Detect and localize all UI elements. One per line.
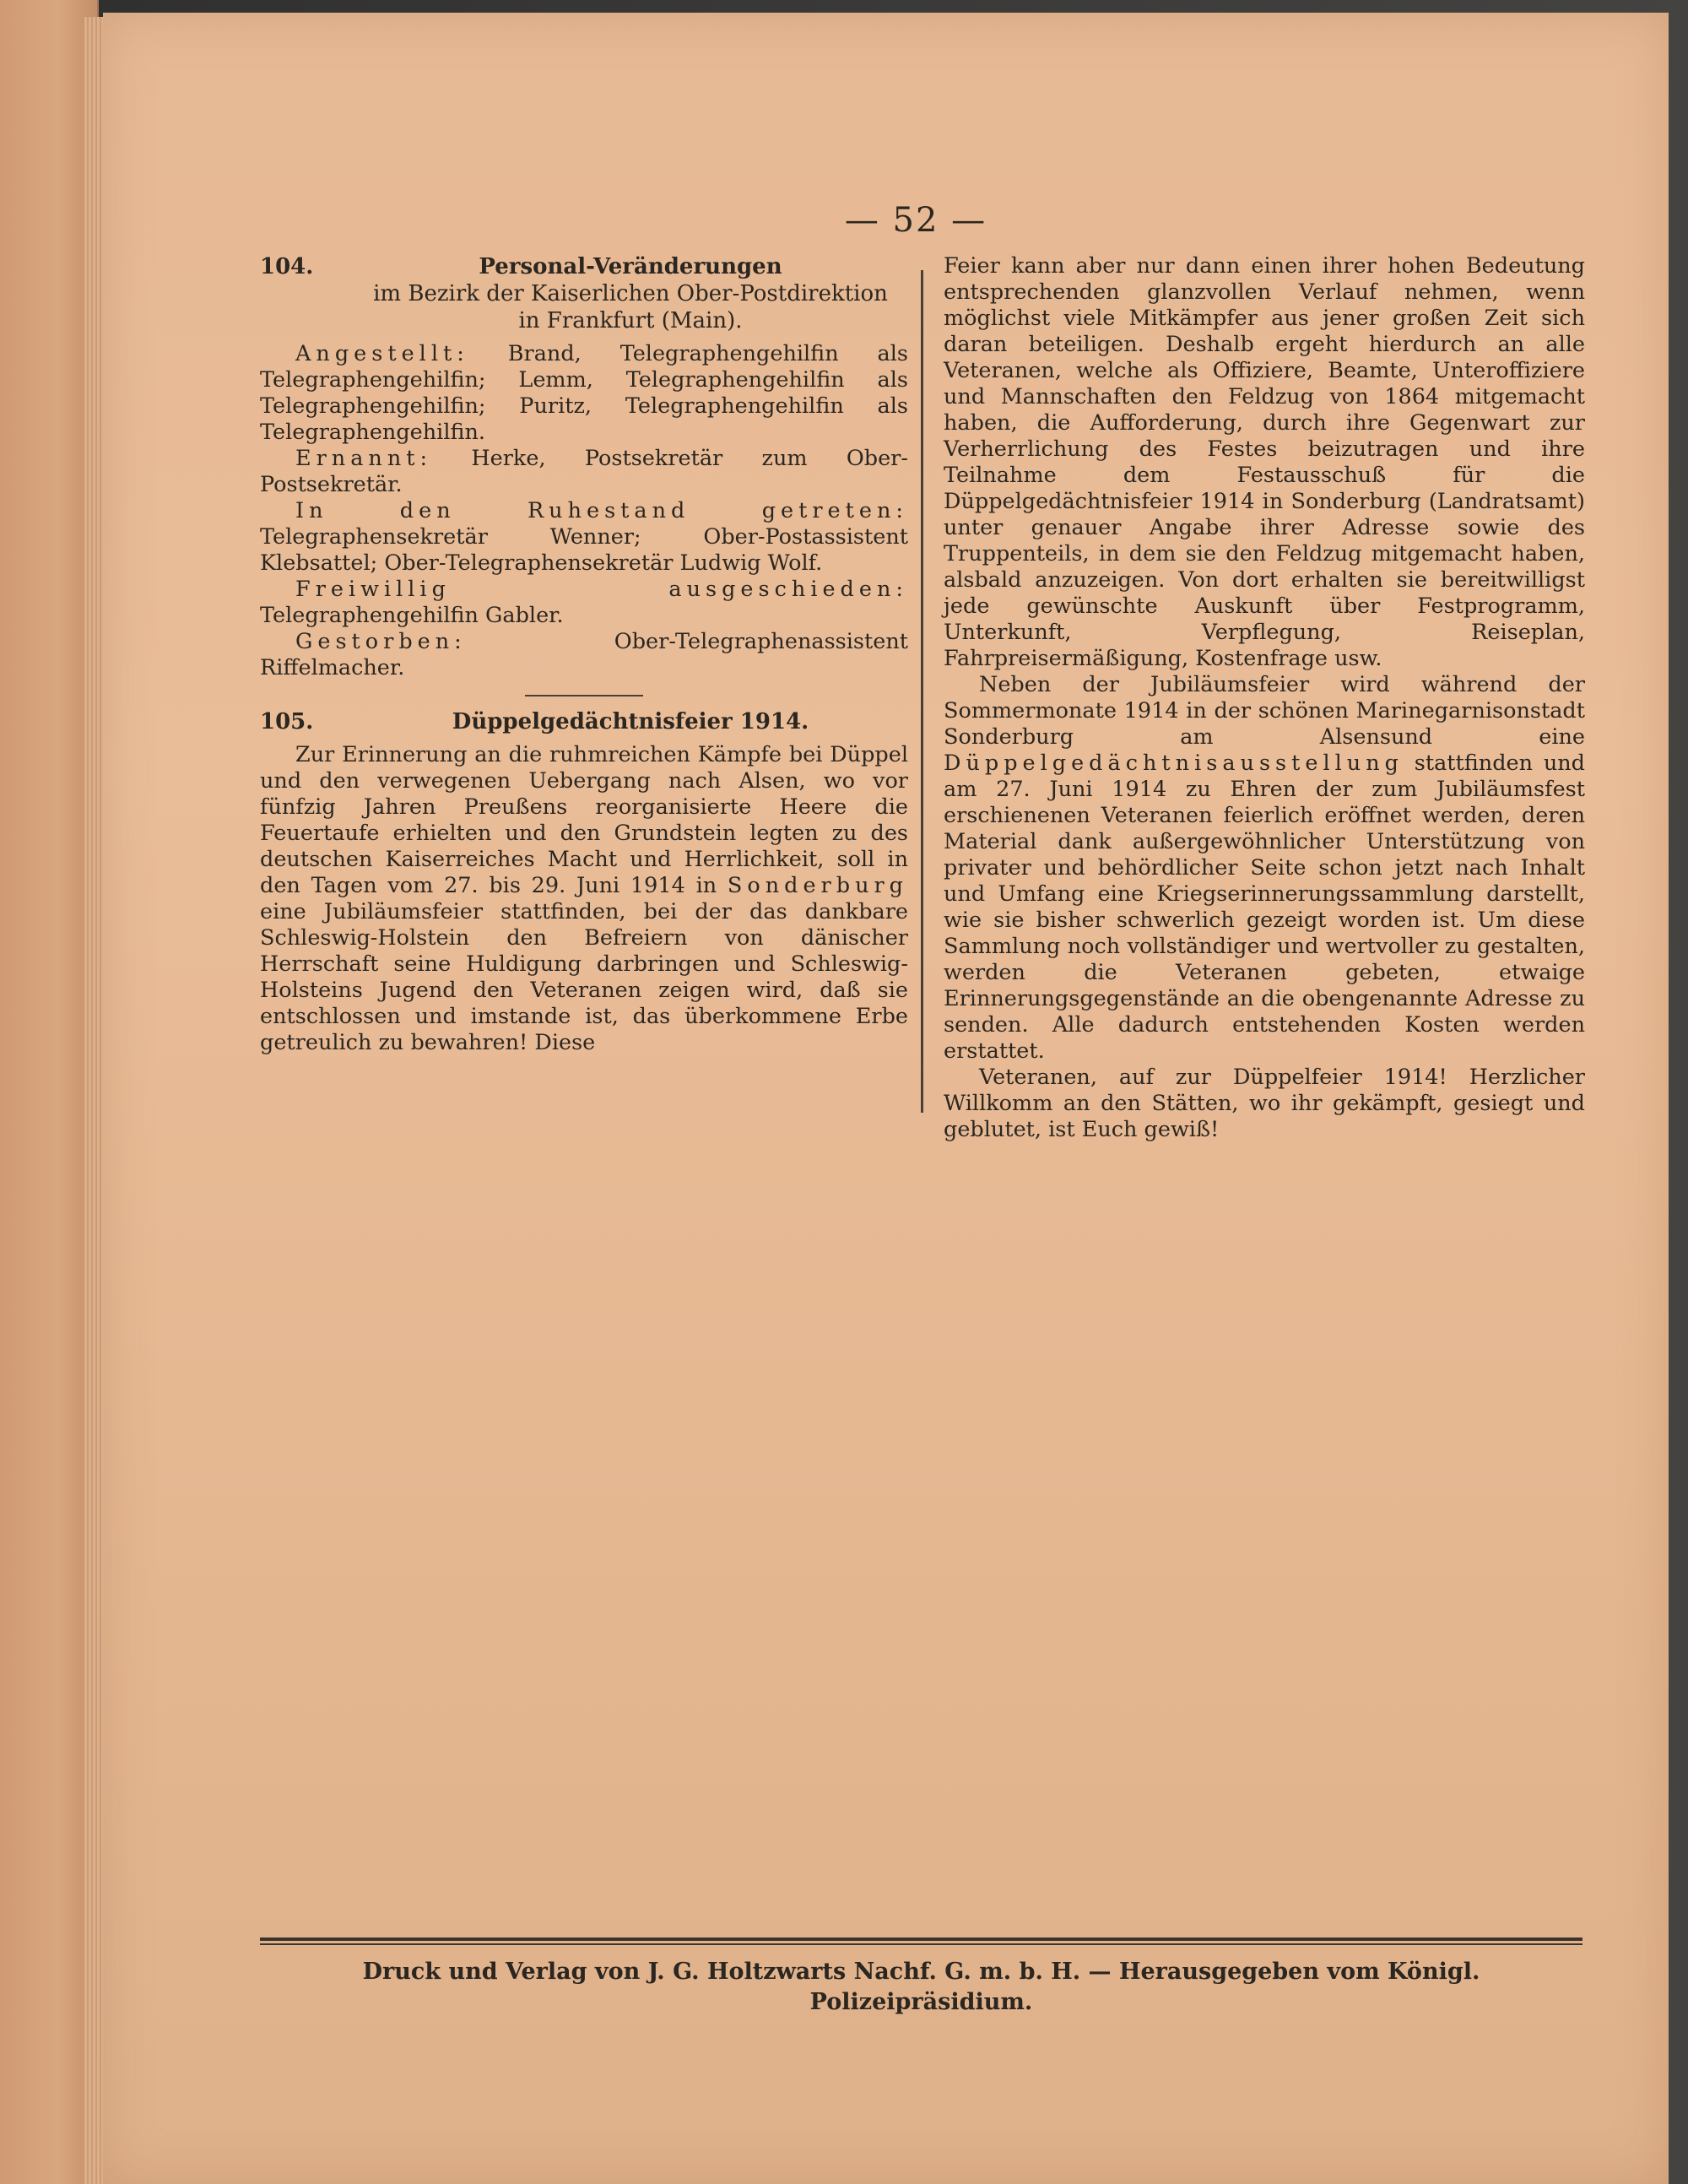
section-104-subtitle-2: in Frankfurt (Main). bbox=[518, 308, 743, 333]
entry-text: Herke, Postsekretär zum Ober-Postsekretär. bbox=[260, 446, 908, 497]
personnel-entry-appointed bbox=[260, 341, 908, 446]
entry-text: Brand, Telegraphengehilfin als Telegraphengehilfin; Lemm, Telegraphengehilfin als Telegraphengehilfin; Puritz, Telegraphengehilfin als Telegraphengehilfin. bbox=[260, 341, 908, 445]
section-105-title: Düppelgedächtnisfeier 1914. bbox=[452, 709, 809, 734]
right-column bbox=[944, 253, 1585, 1143]
personnel-entry-resigned bbox=[260, 577, 908, 629]
entry-label: Gestorben: bbox=[295, 629, 467, 654]
personnel-entry-deceased bbox=[260, 629, 908, 681]
left-column bbox=[260, 253, 908, 1056]
entry-text: Telegraphengehilfin Gabler. bbox=[260, 603, 564, 628]
section-104-number: 104. bbox=[260, 254, 314, 279]
entry-text: Ober-Telegraphenassistent Riffelmacher. bbox=[260, 629, 908, 680]
page-number: — 52 — bbox=[844, 201, 987, 240]
city-name: Sonderburg bbox=[727, 873, 908, 898]
entry-text: Telegraphensekretär Wenner; Ober-Postassistent Klebsattel; Ober-Telegraphensekretär Ludwig Wolf. bbox=[260, 524, 908, 576]
entry-label: Ernannt: bbox=[295, 446, 433, 471]
entry-label: In den Ruhestand getreten: bbox=[295, 498, 908, 523]
exhibition-name: Düppelgedächtnisausstellung bbox=[944, 751, 1404, 776]
section-105-paragraph-2: Neben der Jubiläumsfeier wird während der Sommermonate 1914 in der schönen Marinegarnisonstadt Sonderburg am Alsensund eine Düppelgedächtnisausstellung stattfinden und am 27. Juni 1914 zu Ehren der zum Jubiläumsfest erschienenen Veteranen feierlich eröffnet werden, deren Material dank außergewöhnlicher Unterstützung von privater und behördlicher Seite schon jetzt nach Inhalt und Umfang eine Kriegserinnerungssammlung darstellt, wie sie bisher schwerlich gezeigt worden ist. Um diese Sammlung noch vollständiger und wertvoller zu gestalten, werden die Veteranen gebeten, etwaige Erinnerungsgegenstände an die obengenannte Adresse zu senden. Alle dadurch entstehenden Kosten werden erstattet. bbox=[944, 672, 1585, 1064]
section-105-paragraph-1: Zur Erinnerung an die ruhmreichen Kämpfe bei Düppel und den verwegenen Uebergang nach Alsen, wo vor fünfzig Jahren Preußens reorganisierte Heere die Feuertaufe erhielten und den Grundstein legten zu des deutschen Kaiserreiches Macht und Herrlichkeit, soll in den Tagen vom 27. bis 29. Juni 1914 in Sonderburg eine Jubiläumsfeier stattfinden, bei der das dankbare Schleswig-Holstein den Befreiern von dänischer Herrschaft seine Huldigung darbringen und Schleswig-Holsteins Jugend den Veteranen zeigen wird, daß sie entschlossen und imstande ist, das überkommene Erbe getreulich zu bewahren! Diese bbox=[260, 742, 908, 1055]
section-105-heading bbox=[260, 708, 908, 735]
personnel-entry-retired bbox=[260, 498, 908, 577]
section-105-paragraph-1-continued: Feier kann aber nur dann einen ihrer hohen Bedeutung entsprechenden glanzvollen Verlauf nehmen, wenn möglichst viele Mitkämpfer aus jener großen Zeit sich daran beteiligen. Deshalb ergeht hierdurch an alle Veteranen, welche als Offiziere, Beamte, Unteroffiziere und Mannschaften den Feldzug von 1864 mitgemacht haben, die Aufforderung, durch ihre Gegenwart zur Verherrlichung des Festes beizutragen und ihre Teilnahme dem Festausschuß für die Düppelgedächtnisfeier 1914 in Sonderburg (Landratsamt) unter genauer Angabe ihrer Adresse sowie des Truppenteils, in dem sie den Feldzug mitgemacht haben, alsbald anzuzeigen. Von dort erhalten sie bereitwilligst jede gewünschte Auskunft über Festprogramm, Unterkunft, Verpflegung, Reiseplan, Fahrpreisermäßigung, Kostenfrage usw. bbox=[944, 253, 1585, 671]
section-104-subtitle-1: im Bezirk der Kaiserlichen Ober-Postdirektion bbox=[373, 281, 888, 306]
section-105-number: 105. bbox=[260, 709, 314, 734]
column-divider bbox=[921, 270, 923, 1113]
section-105-paragraph-3: Veteranen, auf zur Düppelfeier 1914! Herzlicher Willkomm an den Stätten, wo ihr gekämpft, gesiegt und geblutet, ist Euch gewiß! bbox=[944, 1065, 1585, 1142]
entry-label: Freiwillig ausgeschieden: bbox=[295, 577, 908, 602]
footer-rule-thin bbox=[260, 1943, 1582, 1945]
footer-rule bbox=[260, 1937, 1582, 1941]
entry-label: Angestellt: bbox=[295, 341, 469, 366]
publisher-imprint: Druck und Verlag von J. G. Holtzwarts Nachf. G. m. b. H. — Herausgegeben vom Königl. Polizeipräsidium. bbox=[362, 1959, 1480, 2015]
section-104-heading bbox=[260, 253, 908, 280]
personnel-entry-promoted bbox=[260, 446, 908, 498]
section-104-title: Personal-Veränderungen bbox=[479, 254, 782, 279]
section-divider bbox=[525, 695, 643, 696]
